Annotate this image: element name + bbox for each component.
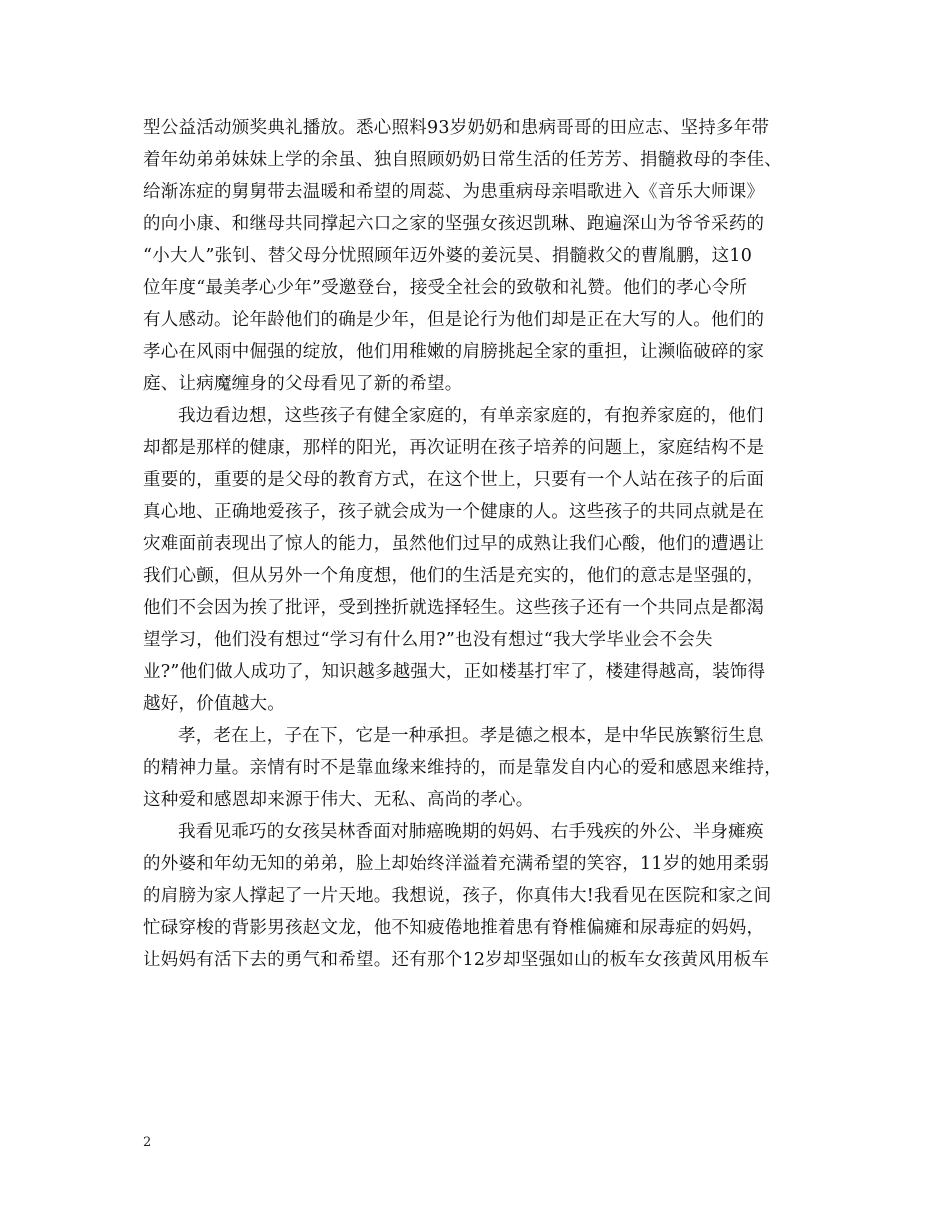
text-line: 忙碌穿梭的背影男孩赵文龙，他不知疲倦地推着患有脊椎偏瘫和尿毒症的妈妈， — [143, 918, 765, 938]
text-line: 的肩膀为家人撑起了一片天地。我想说，孩子，你真伟大!我看见在医院和家之间 — [143, 886, 772, 906]
text-line: 给渐冻症的舅舅带去温暖和希望的周蕊、为患重病母亲唱歌进入《音乐大师课》 — [143, 182, 765, 202]
page-number: 2 — [143, 1135, 152, 1150]
text-line: 的外婆和年幼无知的弟弟，脸上却始终洋溢着充满希望的笑容，11岁的她用柔弱 — [143, 854, 770, 874]
paragraph-start-line: 我边看边想，这些孩子有健全家庭的，有单亲家庭的，有抱养家庭的，他们 — [178, 406, 764, 426]
paragraph-start-line: 我看见乖巧的女孩吴林香面对肺癌晚期的妈妈、右手残疾的外公、半身瘫痪 — [178, 822, 764, 842]
text-line: 这种爱和感恩却来源于伟大、无私、高尚的孝心。 — [143, 790, 534, 810]
text-line: 位年度“最美孝心少年”受邀登台，接受全社会的致敬和礼赞。他们的孝心令所 — [143, 278, 748, 298]
text-line: 的精神力量。亲情有时不是靠血缘来维持的，而是靠发自内心的爱和感恩来维持， — [143, 758, 782, 778]
paragraph-start-line: 孝，老在上，子在下，它是一种承担。孝是德之根本，是中华民族繁衍生息 — [178, 726, 764, 746]
text-line: 却都是那样的健康，那样的阳光，再次证明在孩子培养的问题上，家庭结构不是 — [143, 438, 765, 458]
text-line: 我们心颤，但从另外一个角度想，他们的生活是充实的，他们的意志是坚强的， — [143, 566, 765, 586]
text-line: 重要的，重要的是父母的教育方式，在这个世上，只要有一个人站在孩子的后面 — [143, 470, 765, 490]
text-line: 望学习，他们没有想过“学习有什么用?”也没有想过“我大学毕业会不会失 — [143, 630, 713, 650]
text-line: 真心地、正确地爱孩子，孩子就会成为一个健康的人。这些孩子的共同点就是在 — [143, 502, 765, 522]
text-line: 他们不会因为挨了批评，受到挫折就选择轻生。这些孩子还有一个共同点是都渴 — [143, 598, 765, 618]
body-text — [143, 112, 808, 976]
text-line: 着年幼弟弟妹妹上学的余虽、独自照顾奶奶日常生活的任芳芳、捐髓救母的李佳、 — [143, 150, 782, 170]
text-line: 孝心在风雨中倔强的绽放，他们用稚嫩的肩膀挑起全家的重担，让濒临破碎的家 — [143, 342, 765, 362]
text-line: 灾难面前表现出了惊人的能力，虽然他们过早的成熟让我们心酸，他们的遭遇让 — [143, 534, 765, 554]
text-line: “小大人”张钊、替父母分忧照顾年迈外婆的姜沅昊、捐髓救父的曹胤鹏，这10 — [143, 246, 753, 266]
text-line: 业?”他们做人成功了，知识越多越强大，正如楼基打牢了，楼建得越高，装饰得 — [143, 662, 766, 682]
text-line: 让妈妈有活下去的勇气和希望。还有那个12岁却坚强如山的板车女孩黄风用板车 — [143, 950, 770, 970]
text-line: 庭、让病魔缠身的父母看见了新的希望。 — [143, 374, 463, 394]
text-line: 有人感动。论年龄他们的确是少年，但是论行为他们却是正在大写的人。他们的 — [143, 310, 765, 330]
text-line: 越好，价值越大。 — [143, 694, 285, 714]
text-line: 的向小康、和继母共同撑起六口之家的坚强女孩迟凯琳、跑遍深山为爷爷采药的 — [143, 214, 765, 234]
text-line: 型公益活动颁奖典礼播放。悉心照料93岁奶奶和患病哥哥的田应志、坚持多年带 — [143, 118, 770, 138]
